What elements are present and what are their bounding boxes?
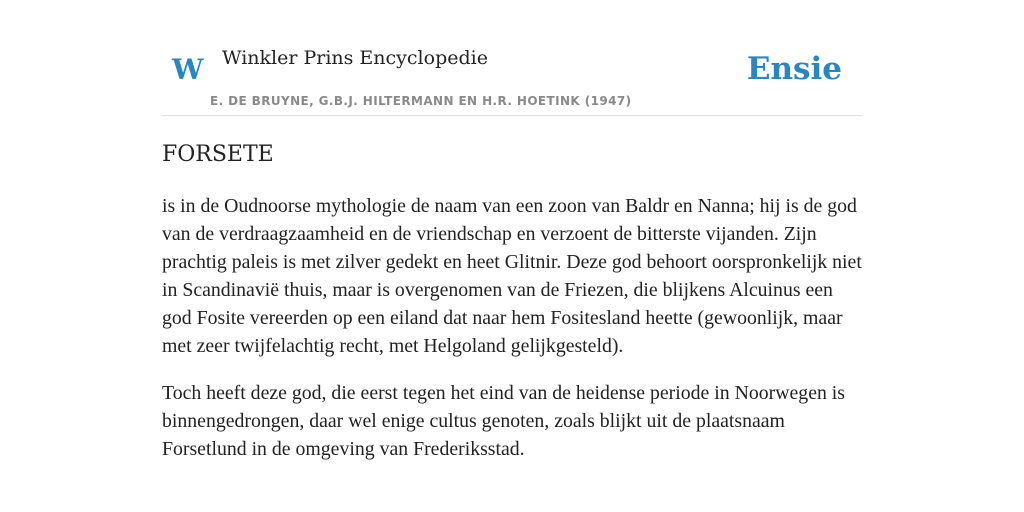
brand-logo[interactable]: Ensie [746,51,842,87]
source-title-link[interactable]: Winkler Prins Encyclopedie [222,47,488,69]
source-authors: E. DE BRUYNE, G.B.J. HILTERMANN EN H.R. HOETINK (1947) [210,94,632,108]
entry-paragraph: is in de Oudnoorse mythologie de naam van een zoon van Baldr en Nanna; hij is de god van de verdraagzaamheid en de vriendschap en verzoent de bitterste vijanden. Zijn prachtig paleis is met zilver gedekt en heet Glitnir. Deze god behoort oorspronkelijk niet in Scandinavië thuis, maar is overgenomen van de Friezen, die blijkens Alcuinus een god Fosite vereerden op een eiland dat naar hem Fositesland heette (gewoonlijk, maar met zeer twijfelachtig recht, met Helgoland gelijkgesteld). [162,195,862,357]
entry-title: FORSETE [162,142,274,167]
source-header [162,0,862,116]
entry-body [162,192,862,482]
entry-paragraph: Toch heeft deze god, die eerst tegen het eind van de heidense periode in Noorwegen is binnengedrongen, daar wel enige cultus genoten, zoals blijkt uit de plaatsnaam Forsetlund in de omgeving van Frederiksstad. [162,382,846,460]
source-logo-icon[interactable]: W [172,53,204,86]
